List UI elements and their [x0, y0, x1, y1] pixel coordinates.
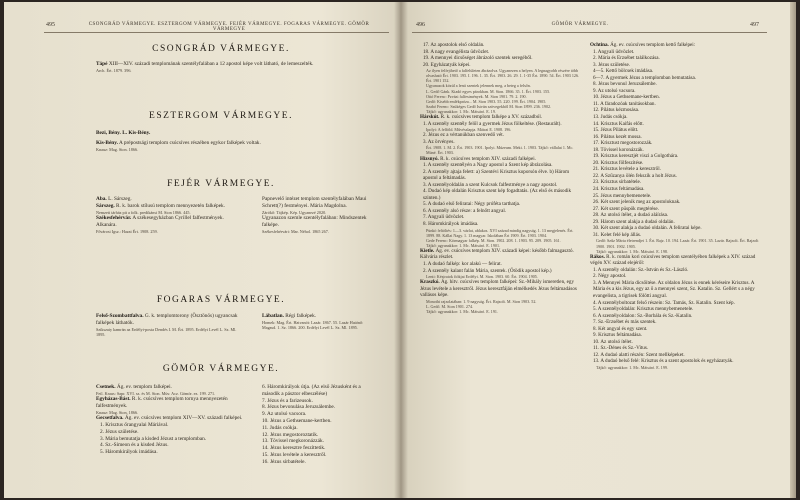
entry-text: 4. A szentélyboltozat felső részein: Sz. Tamás, Sz. Katalin. Szent kép.: [593, 299, 735, 306]
book-spread: [4, 2, 796, 498]
csongrad-title: CSONGRÁD VÁRMEGYE.: [152, 44, 290, 54]
entry-text: 23. Krisztus sírbatétele.: [593, 179, 642, 186]
fogaras-left-entry: [96, 313, 246, 337]
entry-ref: Zárókő: Tájkép. Kép. Ugyanezé 2020.: [262, 209, 327, 215]
list-item: 6. Háromkirályok útja. (Az első Jézusként és a második a pásztor elbeszélése): [262, 384, 361, 397]
entry-text: 20. Krisztus fölfeszítése.: [593, 159, 644, 166]
entry-text: 17. Az apostolok első oldalán.: [423, 42, 485, 48]
right-column-2: [590, 42, 762, 370]
list-item: 13. Tövissel megkoronázzák.: [262, 438, 324, 445]
esztergom-entry-2: [96, 140, 366, 152]
entry-text: 11. Sz.-Dénes és Sz.-Vitus.: [593, 345, 649, 352]
citation-note: L. Gedő Gánk. Kiadó egyes párokban. M. Sion. 1866. 35. 1. Ért. 1903. 155.: [426, 88, 551, 94]
entry-text: Ág. ev. csúcsíves templom kettő falképei:: [610, 42, 696, 48]
entry-name: Bezi, Bény.: [96, 130, 121, 136]
book-gutter: [394, 2, 408, 498]
entry-text: 8. Két angyal és egy szent.: [593, 325, 648, 332]
entry-text: 13. A dudaó belső felé: Krisztus és a szent apostolok és egyházatyák.: [593, 358, 734, 365]
citation-note: Pünkö feltöltés: 1—3. vázlat, ablakos. XVI század mindig nagyság. 1. 13 megjelenés. Ért. 1899. 88. Kállai Nagy. 1. 13 magyar. Iskolában Ért 1909. Ért. 1903. 1904.: [426, 227, 574, 238]
entry-text: L. Kis-Bény.: [122, 130, 151, 136]
entry-text: R. k. csúcsíves templom XIV. századi falképei.: [440, 155, 536, 162]
gomor-left-column: [96, 384, 246, 456]
entry-name: Hárskút.: [420, 114, 440, 121]
entry-name: Egyházas-Bást.: [96, 396, 131, 403]
entry-name: Székesfehérvár.: [96, 215, 132, 221]
entry-text: 3. A szentélyoldalán a szent Kulcsok falfestménye a nagy apostol.: [423, 181, 558, 188]
entry-text: Régi falképek.: [285, 313, 317, 319]
citation-note: Szabó Ferenc: Szükéges Gedő István szövegekből M. Sion 1899. 236. 1902.: [426, 103, 552, 109]
entry-text: 1. Angyali üdvözlet.: [593, 48, 635, 55]
list-item: [420, 169, 582, 182]
entry-text: 6. A szentély alsó része: a felnőtt angyal.: [423, 207, 507, 214]
entry-ref: Knauz: Mag. Sion. 1866.: [96, 409, 139, 415]
entry-text: 1. A dudaó falkép: kor alakú — felirat.: [423, 260, 502, 267]
entry-text: 3. Az örvényes.: [423, 138, 455, 145]
entry-text: 16. Pilátus kezét mossa.: [593, 133, 642, 140]
entry-text: 12. A dudaó alatti részén: Szent mellképeket.: [593, 351, 685, 358]
page-edge: [790, 2, 796, 498]
header-rule: [44, 32, 389, 33]
entry-text: L. Sárszeg.: [108, 196, 132, 202]
esztergom-entry-1: [96, 130, 366, 137]
entry-text: 13. Judás csókja.: [593, 114, 628, 121]
entry-text: G. k. templomtorony (Ösztönös) ugyancsak falképek láthatók.: [96, 313, 238, 326]
entry-name: Csetnek.: [96, 384, 116, 390]
list-item: 2. Jézus születése.: [100, 428, 139, 435]
entry-text: 3. Jézus születése.: [593, 61, 631, 68]
entry-text: 18. Tövissel koronázzák.: [593, 146, 644, 153]
esztergom-title: ESZTERGOM VÁRMEGYE.: [149, 111, 293, 121]
entry-name: Ochtina.: [590, 42, 609, 48]
entry-name: Kraszkó.: [420, 279, 440, 286]
entry-heading: [590, 254, 762, 267]
entry-heading: [420, 279, 582, 299]
citation-note: Tájkő: ugyanakkor: 1. Mc. Mátsáró. E. 19.: [426, 108, 496, 114]
entry-text: 27. Két szent püspök megtérése.: [593, 205, 659, 212]
entry-name: Aba.: [96, 196, 107, 202]
list-item: 12. Jézus megostoroztatik.: [262, 431, 319, 438]
left-page: [4, 2, 400, 498]
entry-ref: Knauz: Mag. Sion. 1866.: [96, 146, 139, 152]
entry-name: Hizsnyó.: [420, 155, 439, 162]
entry-text: 25. Jézus mennybemenetele.: [593, 192, 652, 199]
entry-text: 18. A nagy evangélista üdvözlet.: [423, 48, 490, 55]
entry-text: 2. A szentély ajtaja felett: a) Szentévi Krisztus koporsón élve. b) Három apostol a feltámadás.: [423, 168, 570, 182]
entry-name: Felső-Szombattfalva.: [96, 313, 144, 319]
entry-name: Tápé: [96, 61, 108, 67]
entry-text: 1. A szentély szentélyén a Nagy apostol a Szent kép ábrázolása.: [423, 162, 553, 169]
citation-note: Ipolyi: A felföld. Művészlapja. Mátrai E. 1908. 196.: [426, 127, 512, 133]
entry-text: 20. Egyházatyák képei.: [423, 61, 471, 68]
citation-note: Ért. 1908. 1. M. 2. Ért. 1903. 1901. Ipolyi. Múzeum. Meki. 1. 1903. Tájkő: vállalat 1. Mc. Müné. Ért. 1903.: [426, 145, 574, 156]
entry-text: 2. Négy apostol.: [593, 273, 627, 280]
citation-note: Monothi rajzolatában: 1. 9 nagyság. Ért. Rajzolt. M. Sion 1903. 52.: [426, 298, 537, 304]
gomor-title: GÖMÖR VÁRMEGYE.: [162, 364, 280, 374]
fejer-left-column: [96, 196, 236, 234]
entry-text: 7. Angyali üdvözlet.: [423, 214, 465, 221]
list-item: 4. Sz.-Simeon és a kisded Jézus.: [100, 442, 169, 449]
list-item: 16. Jézus sírbatétele.: [262, 458, 306, 465]
entry-name: Kietle.: [420, 247, 435, 254]
entry-text: 10. Jézus a Gethsemane-kertben.: [593, 94, 660, 101]
entry-text: 1. A szentély oldalán: Sz.-István és Sz.-László.: [593, 266, 689, 273]
entry-text: Papnevelő intézet templom szentélyfalában Maui Schrett(?) festményei. Mária Magdolna.: [262, 196, 367, 209]
list-item: 8. Jézus bevonulása Jeruzsálembe.: [262, 404, 336, 411]
list-item: 7. Jézus és a farizeusok.: [262, 397, 313, 404]
entry-text: 24. Krisztus feltámadása.: [593, 186, 645, 193]
fogaras-right-entry: [262, 313, 374, 331]
entry-ref: Arch. Ért. 1879. 396.: [96, 67, 132, 73]
entry-text: 6—7. A gyermek Jézus a templomban bemutatása.: [593, 74, 696, 81]
citation-note: Gedő: Kisebb emlékpróza... M. Sion 1903. 55. 220. 199. Ért. 1904. 1905.: [426, 98, 547, 104]
csongrad-entry: [96, 61, 366, 73]
entry-name: Sárszeg.: [96, 202, 115, 209]
list-item: 11. Judás csókja.: [262, 424, 298, 431]
fejer-title: FEJÉR VÁRMEGYE.: [167, 179, 275, 189]
entry-heading: [420, 248, 582, 261]
entry-ref: Nemzeti tárház pit a folk. predikánsi M. Sion 1866. 445.: [96, 209, 191, 215]
entry-text: 2. Mária és Erzsébet találkozása.: [593, 55, 660, 62]
entry-text: Ág. ev. csúcsíves templom XIV—XV. századi falképei.: [124, 415, 243, 422]
entry-text: 17. Krisztust megostorozzák.: [593, 140, 653, 147]
entry-ref: Székesfehérvári: Mar. Néhol. 1865 267.: [262, 228, 329, 234]
list-item: 9. Az utolsó vacsora.: [262, 411, 307, 418]
entry-text: 2. Jézus ez a vértanúkban szenvedő vét.: [423, 132, 504, 139]
list-item: [420, 188, 582, 201]
entry-text: 8. Háromkirályok imádása.: [423, 220, 479, 227]
list-item: [590, 280, 762, 300]
entry-name: Gecsetfalva.: [96, 415, 124, 422]
list-item: 1. Krisztus őrangyalai Máriával.: [100, 422, 169, 428]
entry-text: R. k. csúcsíves templom tornya mennyezetén falfestmények.: [96, 396, 228, 409]
fogaras-title: FOGARAS VÁRMEGYE.: [156, 295, 286, 305]
entry-text: Ág. hitv. csúcsíves templom falképei: Sz.-Mihály ismeretlen, egy Jézus levétele a keresztről. Jézus keresztfáján elmélkedés Jézus feltámadásos vallásos képe.: [420, 279, 577, 299]
right-page-number: 496: [416, 22, 425, 28]
list-item: 3. Mária bemutatja a kisded Jézust a templomban.: [100, 435, 207, 442]
list-item: 10. Jézus a Gethsemane-kertben.: [262, 417, 332, 424]
entry-text: R. k. barok stílusú templom mennyezetén falképek.: [116, 202, 226, 209]
entry-ref: Feil. Kraus: Sapr. XVI. sz. és M. Sion. Müv. Acz. Gömör. ez. 199. 271.: [96, 390, 216, 396]
entry-text: 29. Három szent alakja a dudaó oldalán.: [593, 218, 675, 225]
entry-text: Ág. ev. templom falképei.: [116, 384, 172, 390]
entry-text: 2. A szentély kalant falán Mária, szentek. (Ötödik apostol kép.): [423, 267, 552, 274]
entry-text: 11. A fáradozóak tanításokban.: [593, 100, 656, 107]
right-column-1: [420, 42, 582, 314]
entry-text: 5. A szentélyoldalán: Krisztus mennybemenetele.: [593, 306, 694, 313]
entry-text: XIII—XIV. századi templomának szentélyfalában a 12 apostol képe volt látható, de lemeszelték.: [108, 61, 314, 67]
fejer-right-column: [262, 196, 374, 234]
right-side-number: 497: [750, 22, 759, 28]
entry-text: 19. Krisztus keresztjét viszi a Golgothára.: [593, 153, 679, 160]
entry-text: 9. Krisztus feltámadása.: [593, 332, 642, 339]
entry-text: 31. Kelet felé kép állás.: [593, 231, 642, 238]
entry-text: 4—5. Kettő bölcsek imádása.: [593, 68, 654, 75]
citation-note: Az ilyen felfejthető a falfelületen ábrázolva. Ugyanezen a helyen. A legnagyobb részére több olvasható Ért. 1903. 195. I. 196. 1. 35. Ért. 1903. 26. 29. 1. 1-35 Ért. 1890. 54. Ért. 1903 126. Ért. 1901 152.: [426, 68, 580, 84]
citation-note: Tájkő: ugyanakkor: 1. Mc. Mátsáró. E. 191.: [426, 309, 498, 314]
citation-note: Gede Ferenc: Körmagyar falkép. M. Sion. 1902. 208. 1. 1903. 95. 209. 1905. 161.: [426, 237, 561, 243]
entry-text: 14. Krisztus Kaifás előtt.: [593, 120, 644, 127]
entry-text: 28. Az utolsó ítélet, a dudaó aláírása.: [593, 212, 669, 219]
citation-note: Gedő: Szűz Mária életrendjei 1. Ért. Rajz. 10. 194. Lazár. Ért. 1901. 35. Lazár. Rajzolt. Ért. Rajzolt 1900. 1901. 1902. 1905.: [596, 238, 759, 249]
entry-text: 6. A szentélyoldalon: Sz.-Borbála és Sz.-Katalin.: [593, 312, 693, 319]
entry-text: A székesegyházban Cyrillel falfestmények. Alkanára.: [96, 215, 224, 228]
entry-text: R. k. román kori csúcsíves templom szentélyében falképek a XIV. század végén XV. század elejéről:: [590, 253, 756, 267]
citation-note: Lenti: Kéziratok fiókjai Erdélyi. M. Sion. 1903. 60. Ért. 1904. 1905.: [426, 274, 538, 280]
citation-note: L. Gedő. M. Sion 1901. 274.: [426, 303, 474, 309]
entry-text: 21. Krisztus levétele a keresztről.: [593, 166, 661, 173]
left-page-number: 495: [46, 22, 55, 28]
entry-text: 3. A Mennyei Mária dicsőítése. Az oldalon Jézus is ennek kéréseire Krisztus. A Mária és a kis Jézus, egy az ő a mennyei szent, Sz. Katalin. Sz. Gellért s a négy evangelista, a tigrisek fölötti angyal.: [593, 279, 755, 299]
entry-name: Rákos.: [590, 253, 605, 260]
entry-ref: Homek: Mag. Ért. Hatvanöt: Lazár. 1867. 55. Lazár Hatónő: Magasd. 1. Sz. 1866. 200. Erdélyi Levél L. Sz. Ml. 1895.: [262, 319, 364, 331]
entry-ref: Szikszaiy kamrán az Erdélyi-posta Dendés I. M. Ért. 1895. Erdélyi Levél L. Sz. Ml. 1895.: [96, 326, 237, 337]
citation-note: Ottó Ferenc: Pzvázi falfestmények. M. Sion 1901. 79. 2. 190.: [426, 93, 527, 99]
entry-text: 15. Jézus Pilátus előtt.: [593, 127, 639, 134]
entry-name: Lábatlan.: [262, 313, 284, 319]
entry-text: R. k. csúcsíves templom falképe a XV. századból.: [440, 114, 543, 121]
citation-note: Tájkő: ugyanakkor: 1. Mc. Mátsáró. E. 1901.: [426, 242, 501, 248]
entry-text: Ág. ev. csúcsíves templom XIV. századi képei: később falmagasztó. Kálvária részlet.: [420, 247, 574, 261]
list-item: 5. Háromkirályok imádása.: [100, 449, 158, 456]
entry-text: 7. Sz.-Erzsébet és más szentek.: [593, 319, 657, 326]
citation-note: Ugyanazok közül a lenti szentek jelennek meg, a beteg a felsőn.: [426, 83, 531, 89]
entry-text: 1. A szentély szentély felől a gyermek Jézus fölkeltése. (Restaurált).: [423, 120, 562, 127]
entry-text: A prépostsági templom csúcsíves részében egykor falképek voltak.: [118, 140, 261, 146]
entry-text: 5. A dudaó első feliratai: Négy próféta tarthatja.: [423, 201, 521, 208]
entry-text: 26. Két szent jelenik meg az apostoloknak.: [593, 199, 681, 206]
entry-text: Ugyanazon szemle szentélyfalában: Mindszentek falképe.: [262, 215, 367, 228]
entry-text: 10. Az utolsó ítélet.: [593, 338, 633, 345]
citation-note: Tájkő: ugyanakkor: 1. Mc. Mátsáró. E. 199.: [596, 364, 668, 370]
entry-text: 12. Pilátus kézmosása.: [593, 107, 640, 114]
header-rule: [412, 32, 767, 33]
right-running-head: GÖMÖR VÁRMEGYE.: [551, 22, 609, 27]
left-running-head: CSONGRÁD VÁRMEGYE. ESZTERGOM VÁRMEGYE. FEJÉR VÁRMEGYE. FOGARAS VÁRMEGYE. GÖMÖR VÁRMEGYE: [88, 22, 370, 32]
entry-text: 8. Jézus bevonul Jeruzsálembe.: [593, 81, 657, 88]
entry-text: 19. A mennyei dicsőséget ábrázoló szentek seregéből.: [423, 55, 533, 62]
right-page: [400, 2, 796, 498]
entry-ref: Fővárosi Igsz.: Hazai Ért. 1908. 259.: [96, 228, 158, 234]
entry-text: 4. Dudaó kép oldalán Krisztus szent kép fogadtatás. (Az első és második szinten.): [423, 188, 572, 201]
entry-name: Kis-Bény.: [96, 140, 118, 146]
gomor-right-column: [262, 384, 374, 466]
list-item: 15. Jézus levétele a keresztről.: [262, 451, 327, 458]
list-item: 14. Jézus keresztre feszíttetik.: [262, 445, 326, 452]
entry-text: 22. A Szűzanya ölén fekszik a holt Jézus.: [593, 172, 677, 179]
entry-text: 30. Két szent alakja a dudaó oldalán. A feliratai képe.: [593, 225, 702, 232]
entry-text: 9. Az utolsó vacsora.: [593, 87, 636, 94]
citation-note: Tájkő: ugyanakkor: 1. Mc. Mátsáró. E. 198.: [596, 248, 668, 254]
